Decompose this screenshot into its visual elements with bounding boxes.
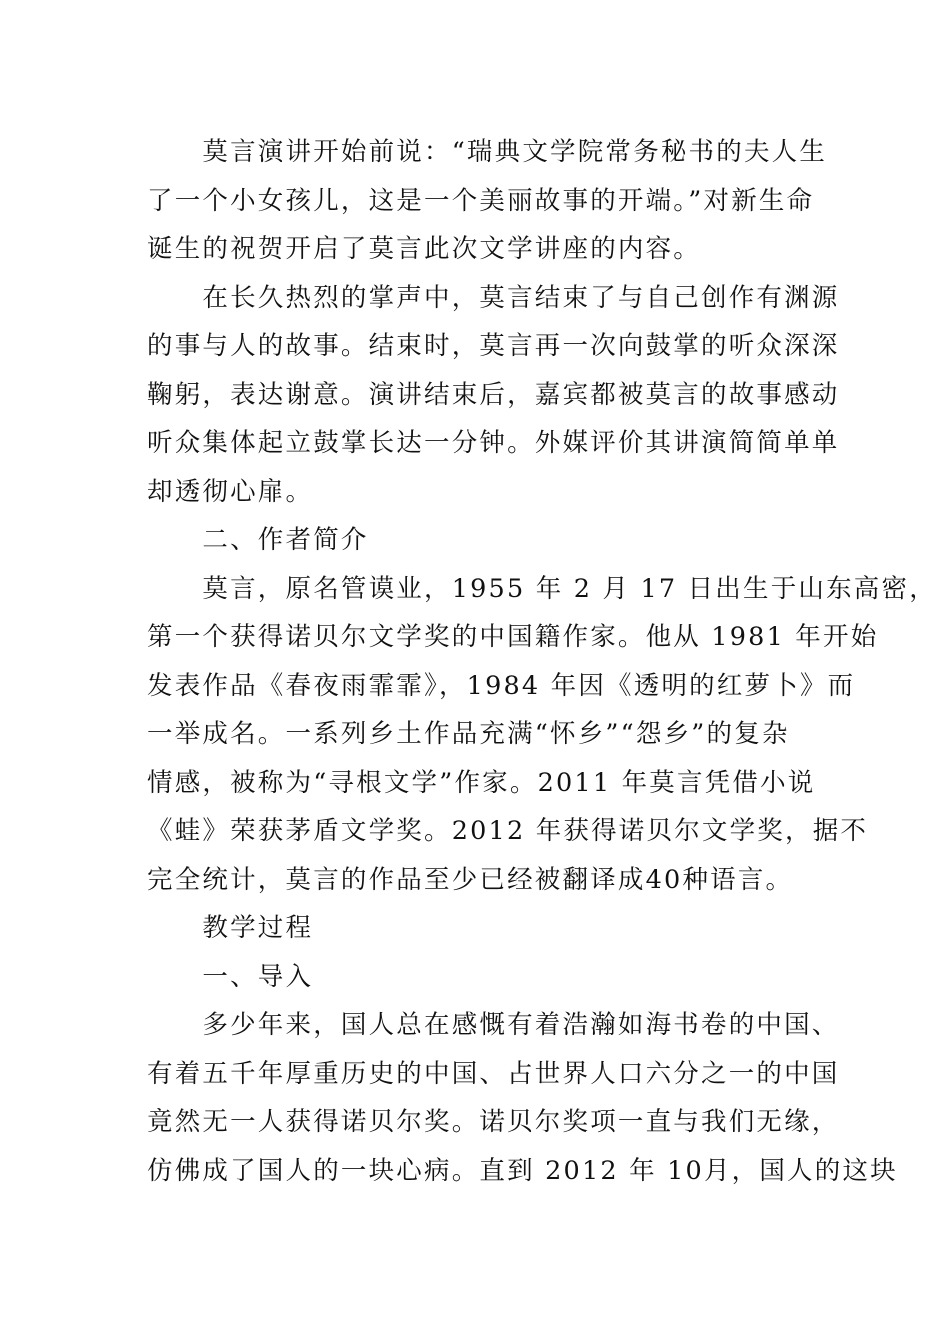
text-line: 一举成名。一系列乡土作品充满“怀乡”“怨乡”的复杂 <box>147 719 790 749</box>
text-line: 多少年来，国人总在感慨有着浩瀚如海书卷的中国、 <box>147 1010 840 1040</box>
text-line: 发表作品《春夜雨霏霏》，1984 年因《透明的红萝卜》而 <box>147 670 856 701</box>
text-line: 竟然无一人获得诺贝尔奖。诺贝尔奖项一直与我们无缘， <box>147 1107 840 1137</box>
text-line: 《蛙》荣获茅盾文学奖。2012 年获得诺贝尔文学奖，据不 <box>147 816 869 846</box>
document-body <box>147 128 937 1195</box>
text-line: 诞生的祝贺开启了莫言此次文学讲座的内容。 <box>147 234 702 264</box>
section-heading: 二、作者简介 <box>147 525 369 555</box>
text-line: 完全统计，莫言的作品至少已经被翻译成40种语言。 <box>147 864 794 895</box>
section-heading: 教学过程 <box>147 913 314 943</box>
text-line: 听众集体起立鼓掌长达一分钟。外媒评价其讲演简简单单 <box>147 428 840 458</box>
text-line: 莫言，原名管谟业，1955 年 2 月 17 日出生于山东高密， <box>147 573 937 604</box>
text-line: 鞠躬，表达谢意。演讲结束后，嘉宾都被莫言的故事感动 <box>147 379 840 410</box>
text-line: 有着五千年厚重历史的中国、占世界人口六分之一的中国 <box>147 1058 840 1089</box>
text-line: 第一个获得诺贝尔文学奖的中国籍作家。他从 1981 年开始 <box>147 622 879 652</box>
text-line: 在长久热烈的掌声中，莫言结束了与自己创作有渊源 <box>147 282 840 313</box>
text-line: 了一个小女孩儿，这是一个美丽故事的开端。”对新生命 <box>147 185 815 216</box>
text-line: 却透彻心扉。 <box>147 476 314 507</box>
text-line: 情感，被称为“寻根文学”作家。2011 年莫言凭借小说 <box>147 767 816 798</box>
text-line: 仿佛成了国人的一块心病。直到 2012 年 10月，国人的这块 <box>147 1155 898 1186</box>
text-line: 的事与人的故事。结束时，莫言再一次向鼓掌的听众深深 <box>147 331 840 361</box>
text-line: 莫言演讲开始前说：“瑞典文学院常务秘书的夫人生 <box>147 137 828 167</box>
section-heading: 一、导入 <box>147 961 314 992</box>
